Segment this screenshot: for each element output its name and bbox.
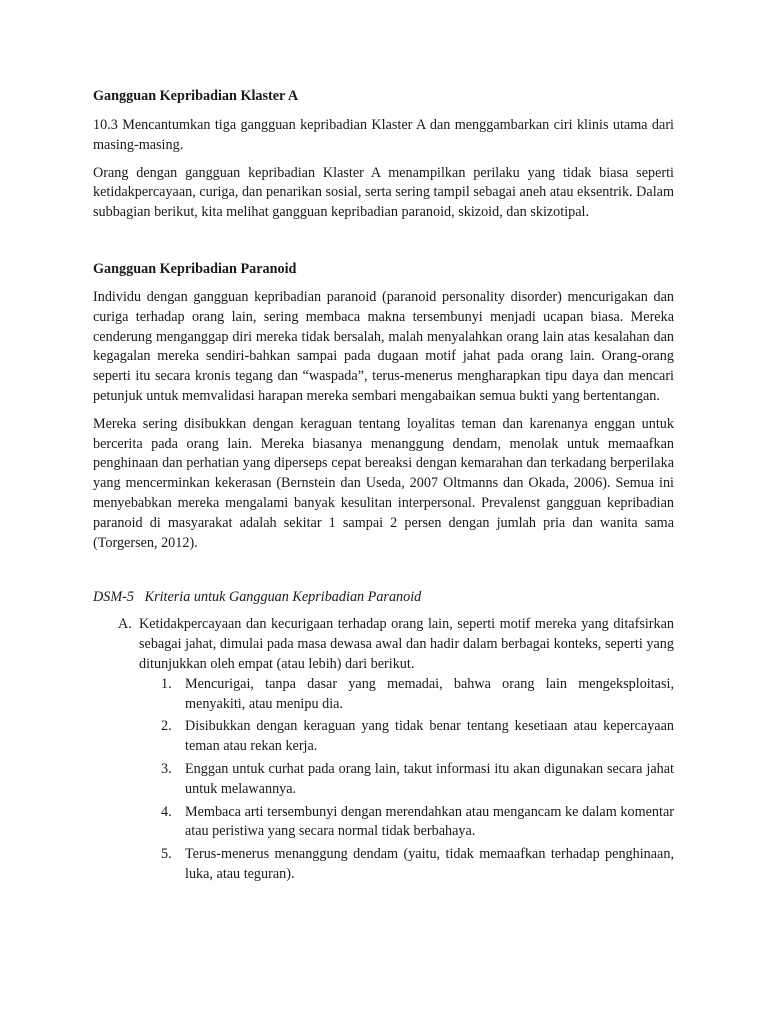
list-item-text: Disibukkan dengan keraguan yang tidak benar tentang kesetiaan atau kepercayaan teman atau rekan kerja. bbox=[185, 718, 674, 755]
list-item bbox=[161, 717, 674, 757]
list-item-text: Enggan untuk curhat pada orang lain, takut informasi itu akan digunakan secara jahat untuk melawannya. bbox=[185, 760, 674, 797]
list-item bbox=[161, 803, 674, 843]
list-item-number: 1. bbox=[161, 675, 172, 692]
list-item bbox=[161, 760, 674, 800]
criterion-a-text: Ketidakpercayaan dan kecurigaan terhadap orang lain, seperti motif mereka yang ditafsirkan sebagai jahat, dimulai pada masa dewasa awal dan hadir dalam berbagai konteks, seperti yang ditunjukkan oleh empat (atau lebih) dari berikut. bbox=[139, 616, 674, 672]
document-page bbox=[93, 84, 674, 888]
dsm-criteria-title: DSM-5 Kriteria untuk Gangguan Kepribadian Paranoid bbox=[93, 589, 422, 606]
list-item-number: 5. bbox=[161, 846, 172, 863]
list-item-number: 2. bbox=[161, 718, 172, 735]
list-item-number: 3. bbox=[161, 760, 172, 777]
list-item-text: Membaca arti tersembunyi dengan merendahkan atau mengancam ke dalam komentar atau peristiwa yang secara normal tidak berbahaya. bbox=[185, 803, 674, 840]
list-item-text: Terus-menerus menanggung dendam (yaitu, tidak memaafkan terhadap penghinaan, luka, atau teguran). bbox=[185, 846, 674, 882]
cluster-a-intro-paragraph: Orang dengan gangguan kepribadian Klaster A menampilkan perilaku yang tidak biasa seperti ketidakpercayaan, curiga, dan penarikan sosial, serta sering tampil sebagai aneh atau eksentrik. Dalam subbagian berikut, kita melihat gangguan kepribadian paranoid, skizoid, dan skizotipal. bbox=[93, 164, 674, 221]
list-item bbox=[161, 845, 674, 885]
criterion-a-marker: A. bbox=[118, 616, 132, 633]
list-item-text: Mencurigai, tanpa dasar yang memadai, bahwa orang lain mengeksploitasi, menyakiti, atau menipu dia. bbox=[185, 675, 674, 712]
section-heading-paranoid: Gangguan Kepribadian Paranoid bbox=[93, 260, 297, 277]
list-item-number: 4. bbox=[161, 803, 172, 820]
paranoid-description-paragraph: Individu dengan gangguan kepribadian paranoid (paranoid personality disorder) mencurigakan dan curiga terhadap orang lain, sering membaca makna tersembunyi menjadi ucapan biasa. Mereka cenderung menganggap diri mereka tidak bersalah, malah menyalahkan orang lain atas kesalahan dan kegagalan mereka sendiri-bahkan sampai pada dugaan motif jahat pada orang lain. Orang-orang seperti itu secara kronis tegang dan “waspada”, terus-menerus mengharapkan tipu daya dan mencari petunjuk untuk memvalidasi harapan mereka sembari mengabaikan semua bukti yang bertentangan. bbox=[93, 288, 674, 404]
criteria-list bbox=[139, 675, 674, 885]
criterion-a bbox=[93, 615, 674, 884]
paranoid-prevalence-paragraph: Mereka sering disibukkan dengan keraguan tentang loyalitas teman dan karenanya enggan untuk bercerita pada orang lain. Mereka biasanya menanggung dendam, menolak untuk memaafkan penghinaan dan perhatian yang diperseps cepat bereaksi dengan kemarahan dan terkadang berperilaka yang mencerminkan kekerasan (Bernstein dan Useda, 2007 Oltmanns dan Okada, 2006). Semua ini menyebabkan mereka mengalami banyak kesulitan interpersonal. Prevalenst gangguan kepribadian paranoid di masyarakat adalah sekitar 1 sampai 2 persen dengan jumlah pria dan wanita sama (Torgersen, 2012). bbox=[93, 415, 674, 551]
section-heading-cluster-a: Gangguan Kepribadian Klaster A bbox=[93, 88, 299, 104]
learning-objective-paragraph: 10.3 Mencantumkan tiga gangguan kepribadian Klaster A dan menggambarkan ciri klinis utama dari masing-masing. bbox=[93, 117, 674, 153]
list-item bbox=[161, 675, 674, 715]
